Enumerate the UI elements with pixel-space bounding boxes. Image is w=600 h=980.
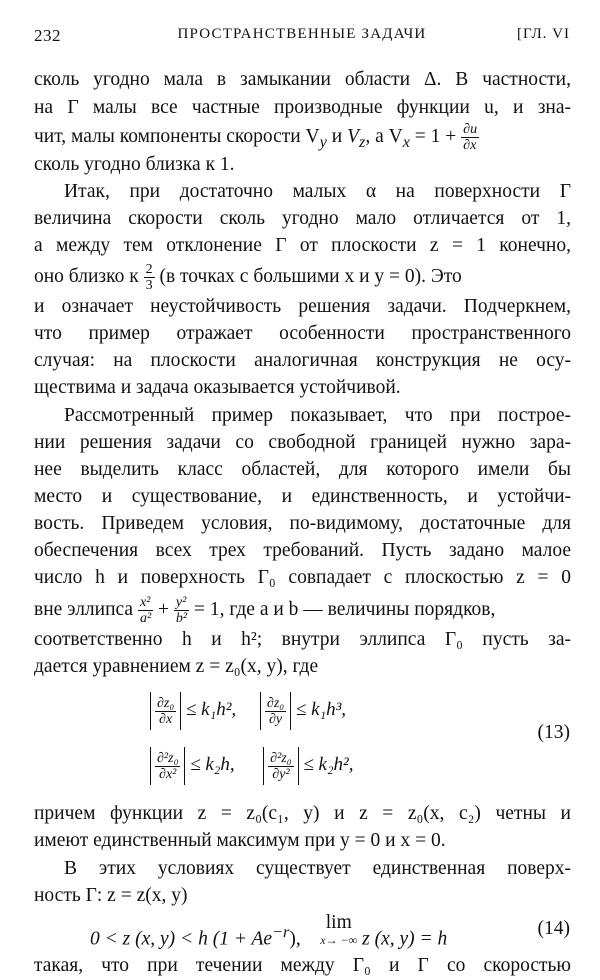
equation-13-row-2: $\frac{\text{∂²z₀}}{\text{∂x²}}$ ≤ k₂h, $\frac{\text{∂²z₀}}{\text{∂y²}}$ ≤ k₂h², [150,745,460,785]
text-line: имеют единственный максимум при y = 0 и x = 0. [34,830,446,851]
text-line: величина скорости сколь угодно мало отличается от 1, [34,208,571,229]
running-header [34,26,570,48]
text-line: нее выделить класс областей, для которого имели бы [34,459,571,480]
du-dx-fraction: $\frac{\partial u}{\partial x}$ [463,122,478,153]
running-title: ПРОСТРАНСТВЕННЫЕ ЗАДАЧИ [177,26,427,42]
text-line: сколь угодно мала в замыкании области Δ. В частности, [34,69,571,90]
text-line: В этих условиях существует единственная поверх- [64,858,571,879]
equation-13-number: (13) [537,722,570,743]
x2-a2-fraction: $\frac{\text{x²}}{\text{a²}}$ [139,595,152,626]
text-line: Итак, при достаточно малых α на поверхности Γ [64,181,571,202]
text-line: а между тем отклонение Γ от плоскости z = 1 конечно, [34,235,571,256]
text-line: такая, что при течении между Γ₀ и Γ со скоростью [34,955,571,976]
y2-b2-fraction: $\frac{\text{y²}}{\text{b²}}$ [175,595,188,626]
text-line: вне эллипса $\frac{\text{x²}}{\text{a²}}$ + $\frac{\text{y²}}{\text{b²}}$ = 1, где a и b — величины порядков, [34,595,496,626]
text-line: причем функции z = z₀(c₁, y) и z = z₀(x, c₂) четны и [34,803,571,824]
text-line: и означает неустойчивость решения задачи. Подчеркнем, [34,296,571,317]
equation-14: 0 < z (x, y) < h $(1 + Ae^{-r})$, lim x→ −∞ z (x, y) = h [90,912,448,950]
text-line: ность Γ: z = z(x, y) [34,885,188,906]
equation-13-row-1: $\frac{\text{∂z₀}}{\partial x}$ ≤ k₁h², $\frac{\text{∂z₀}}{\partial y}$ ≤ k₁h³, [150,690,460,730]
text-line: вость. Приведем условия, по-видимому, достаточные для [34,513,571,534]
text-line: случая: на плоскости аналогичная конструкция не осу- [34,350,571,371]
text-line: обеспечения всех трех требований. Пусть задано малое [34,540,571,561]
text-line: оно близко к $\frac{2}{3}$ (в точках с большими x и y = 0). Это [34,262,462,293]
chapter-label: [ГЛ. VI [516,26,570,42]
text-line: чит, малы компоненты скорости $V_y$ и $V_z$, а $V_x = 1$ + $\frac{\partial u}{\partial x}$ [34,122,478,153]
limit-operator: lim x→ −∞ [320,912,358,947]
equation-14-number: (14) [537,918,570,939]
text-line: Рассмотренный пример показывает, что при построе- [64,405,571,426]
text-line: нии решения задачи со свободной границей нужно зара- [34,432,571,453]
page-number: 232 [34,26,61,45]
text-line: что пример отражает особенности пространственного [34,323,571,344]
text-line: число h и поверхность Γ₀ совпадает с плоскостью z = 0 [34,567,571,588]
text-line: соответственно h и h²; внутри эллипса Γ₀ пусть за- [34,629,571,650]
text-line: ществима и задача оказывается устойчивой. [34,377,401,398]
text-line: место и существование, и единственность, и устойчи- [34,486,571,507]
text-line: дается уравнением z = z₀(x, y), где [34,656,319,677]
two-thirds-fraction: $\frac{2}{3}$ [145,262,153,293]
text-line: на Γ малы все частные производные функции u, и зна- [34,97,571,118]
text-line: сколь угодно близка к 1. [34,154,235,175]
